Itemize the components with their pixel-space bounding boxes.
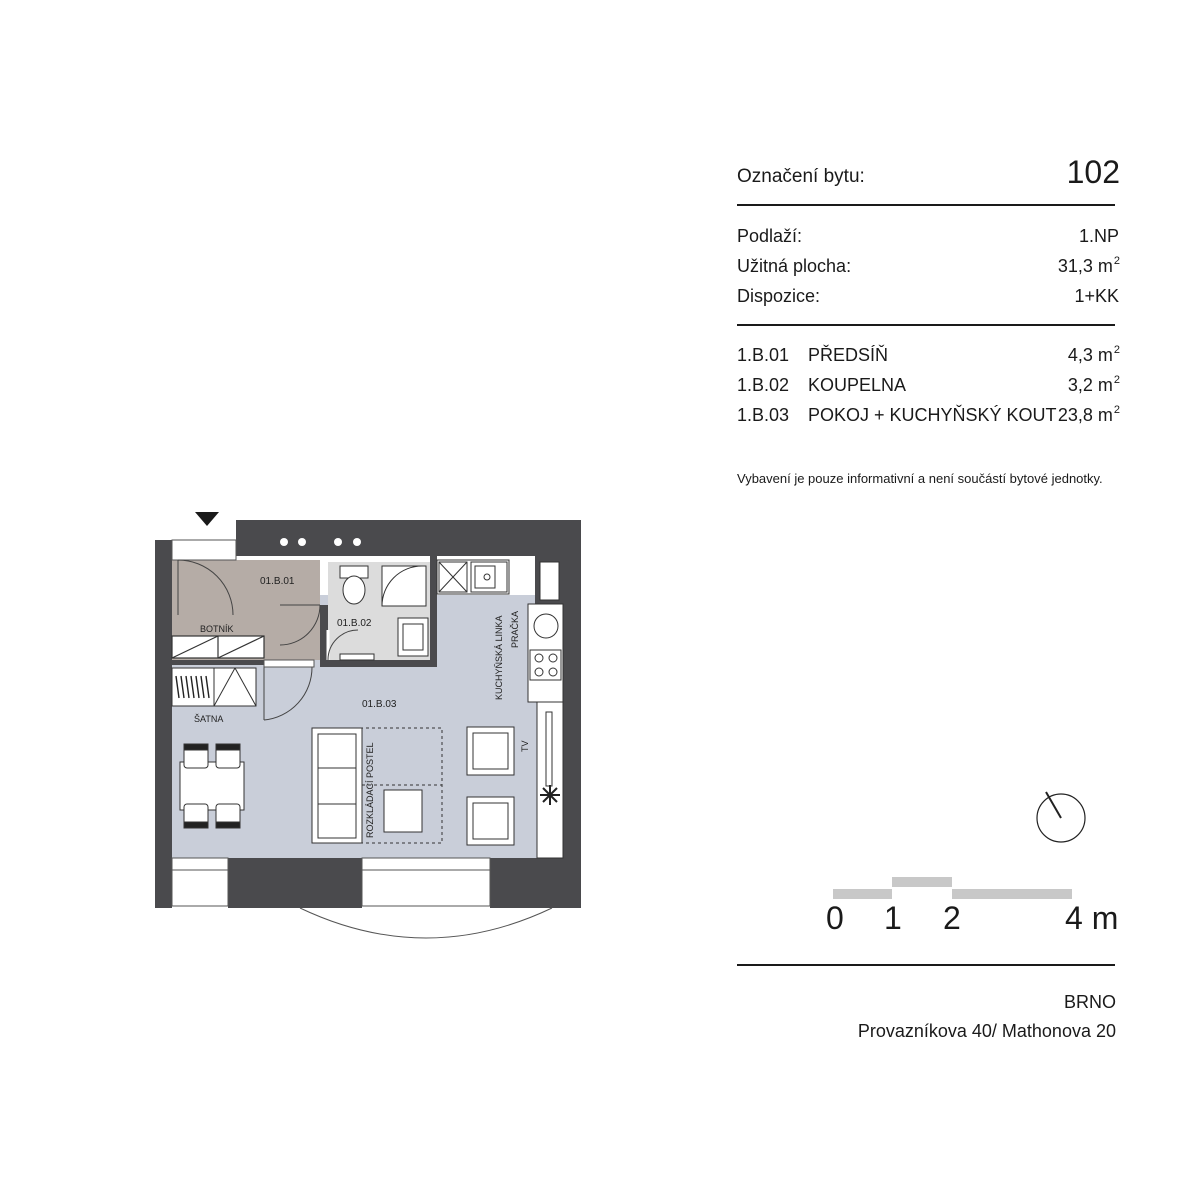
shoe-cabinet [172, 636, 264, 658]
cooktop [530, 650, 561, 680]
room-label-living: 01.B.03 [362, 699, 397, 710]
property-label: Podlaží: [737, 226, 803, 246]
tv-unit [537, 702, 563, 858]
entry-threshold [172, 540, 236, 560]
compass-icon [1037, 792, 1085, 842]
tv-screen [546, 712, 552, 786]
wall-left [155, 540, 172, 908]
address: Provazníkova 40/ Mathonova 20 [857, 1021, 1116, 1041]
wall-right [563, 520, 581, 908]
apartment-number: 102 [1066, 154, 1120, 190]
divider-bottom [737, 964, 1115, 966]
property-value: 31,3 $m^2$ [1057, 255, 1120, 276]
living-room-floor-top [437, 595, 537, 615]
scale-label: 1 [884, 900, 902, 936]
bath-radiator [340, 654, 374, 660]
wardrobe [172, 668, 256, 706]
scale-label: 4 m [1065, 900, 1119, 936]
room-code: 1.B.03 [737, 405, 790, 425]
wall-hall-bottom [172, 660, 264, 665]
toilet-bowl [343, 576, 365, 604]
kitchen-niche-box [540, 562, 559, 600]
apartment-label: Označení bytu: [737, 166, 865, 187]
wall-bathroom-right [430, 556, 437, 666]
room-name: POKOJ + KUCHYŇSKÝ KOUT [808, 405, 1057, 425]
plant-icon [540, 785, 560, 805]
property-label: Dispozice: [737, 286, 821, 306]
room-label-hall: 01.B.01 [260, 576, 295, 587]
wall-bottom-right-pillar [490, 858, 581, 908]
washer [534, 614, 558, 638]
room-area: 3,2 $m^2$ [1067, 374, 1120, 395]
entrance-arrow-icon [195, 512, 219, 526]
room-code: 1.B.02 [737, 375, 790, 395]
coffee-table [384, 790, 422, 832]
furnishing-note: Vybavení je pouze informativní a není součástí bytové jednotky. [737, 471, 1103, 486]
label-tv: TV [520, 740, 530, 752]
room-area: 4,3 $m^2$ [1067, 344, 1120, 365]
window-swing [300, 908, 552, 938]
city: BRNO [1063, 992, 1116, 1012]
dining-table [180, 762, 244, 810]
scale-bar [833, 877, 1072, 899]
room-code: 1.B.01 [737, 345, 790, 365]
living-door-frame [264, 660, 314, 667]
label-washer: PRAČKA [510, 610, 520, 648]
room-label-bath: 01.B.02 [337, 618, 372, 629]
shower [382, 566, 426, 606]
room-name: PŘEDSÍŇ [808, 345, 889, 365]
property-value: 1+KK [1074, 286, 1119, 306]
label-botnik: BOTNÍK [200, 624, 234, 634]
scale-label: 2 [943, 900, 961, 936]
property-value: 1.NP [1078, 226, 1119, 246]
scale-label: 0 [826, 900, 844, 936]
wall-bottom-left-pillar [228, 858, 362, 908]
wall-top [236, 520, 581, 556]
label-satna: ŠATNA [194, 714, 224, 724]
property-label: Užitná plocha: [737, 256, 852, 276]
room-area: 23,8 $m^2$ [1057, 404, 1120, 425]
room-name: KOUPELNA [808, 375, 907, 395]
wall-bathroom-bottom [320, 660, 437, 667]
label-bed: ROZKLÁDACÍ POSTEL [365, 742, 375, 838]
label-kitchen: KUCHYŇSKÁ LINKA [494, 615, 504, 700]
